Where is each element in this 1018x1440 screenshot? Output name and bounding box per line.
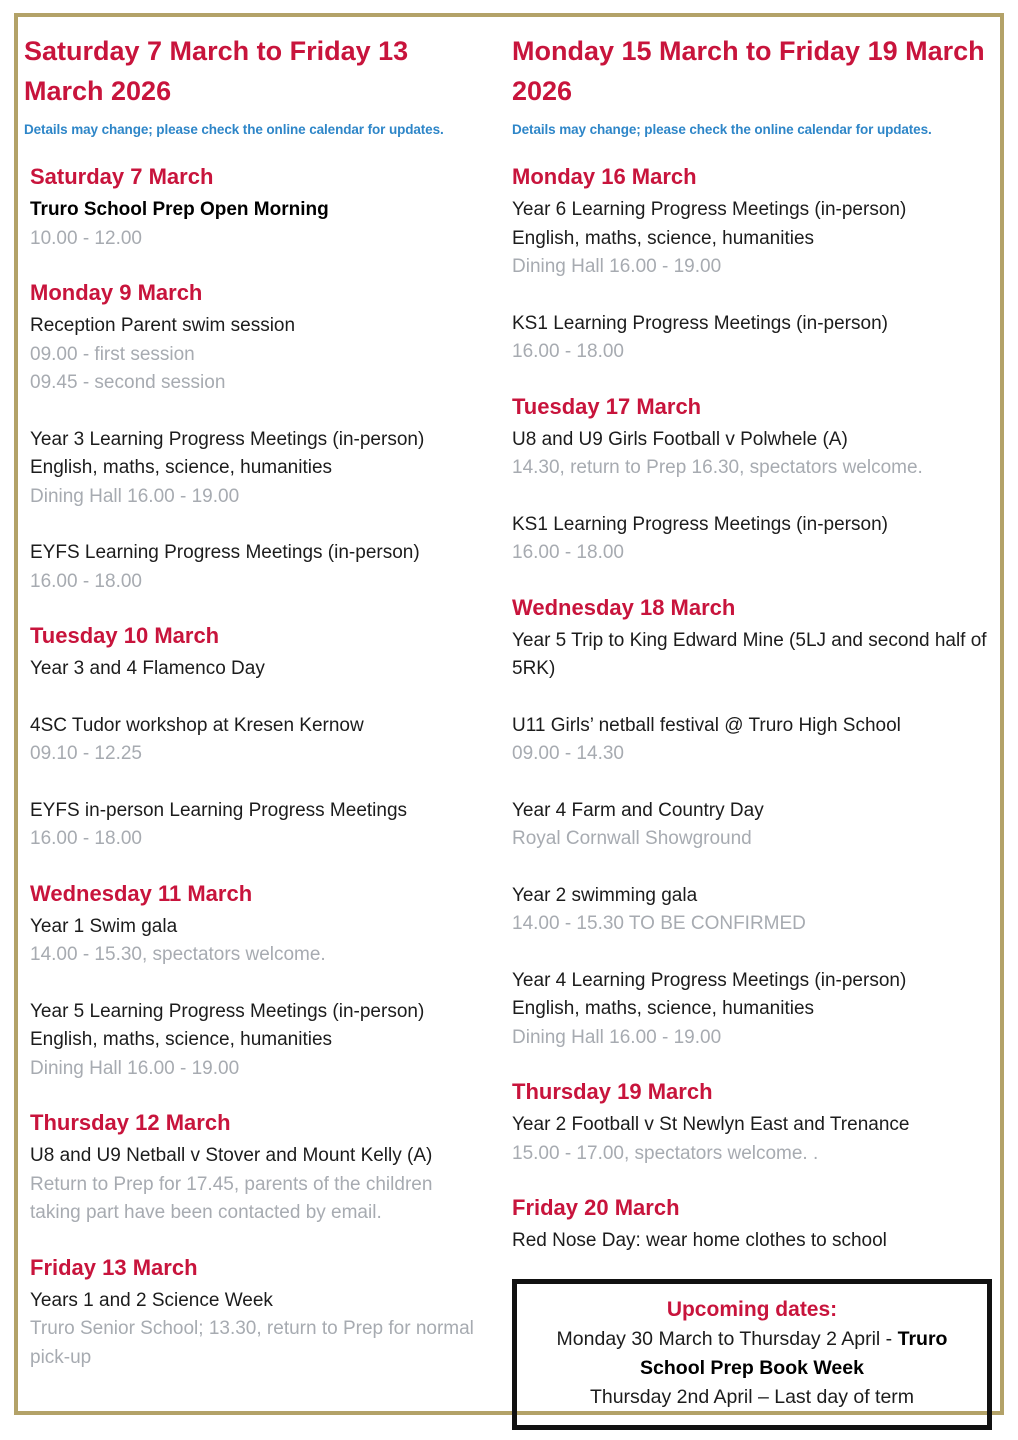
event-line: English, maths, science, humanities: [512, 227, 815, 249]
day-section: [512, 161, 992, 367]
event-line: 10.00 - 12.00: [30, 227, 142, 249]
event: [512, 1111, 992, 1168]
event-line: 09.45 - second session: [30, 372, 226, 393]
event: [512, 882, 992, 939]
day-section: [512, 592, 992, 1053]
event-line: 14.00 - 15.30 TO BE CONFIRMED: [512, 913, 806, 934]
event-line: 16.00 - 18.00: [30, 828, 142, 849]
event-line: Truro Senior School; 13.30, return to Prep for normal pick-up: [30, 1318, 474, 1368]
day-section: [512, 391, 992, 568]
event-line: 15.00 - 17.00, spectators welcome. .: [512, 1142, 819, 1164]
event-line: English, maths, science, humanities: [30, 1029, 333, 1050]
week-title: Saturday 7 March to Friday 13 March 2026: [24, 36, 409, 106]
day-heading: Saturday 7 March: [30, 164, 214, 189]
event: [512, 426, 992, 483]
event-line: English, maths, science, humanities: [512, 998, 815, 1019]
event-line: English, maths, science, humanities: [30, 457, 333, 478]
day-section: [512, 1192, 992, 1256]
event-line: 16.00 - 18.00: [512, 542, 624, 563]
event-line: KS1 Learning Progress Meetings (in-person): [512, 312, 888, 334]
event-line: Year 1 Swim gala: [30, 915, 178, 937]
day-section: [24, 620, 482, 854]
upcoming-dates-title: Upcoming dates:: [666, 1297, 838, 1321]
event: [30, 712, 482, 769]
event: [30, 426, 482, 512]
event-line: Year 5 Learning Progress Meetings (in-person): [30, 1000, 425, 1022]
event: [512, 511, 992, 568]
week-column: [24, 27, 482, 1430]
event-line: 16.00 - 18.00: [30, 570, 142, 592]
day-heading: Thursday 12 March: [30, 1110, 231, 1135]
event-line: 16.00 - 18.00: [512, 341, 624, 362]
day-section: [24, 878, 482, 1084]
event-line: U11 Girls’ netball festival @ Truro High School: [512, 714, 901, 736]
week-column: [512, 27, 992, 1430]
event-line: Year 3 Learning Progress Meetings (in-person): [30, 428, 425, 450]
day-section: [24, 161, 482, 253]
event-line: 09.10 - 12.25: [30, 743, 142, 764]
event-line: Year 3 and 4 Flamenco Day: [30, 658, 265, 679]
day-section: [24, 1107, 482, 1228]
event: [512, 712, 992, 769]
event-line: Dining Hall 16.00 - 19.00: [512, 256, 722, 277]
day-heading: Friday 13 March: [30, 1254, 198, 1280]
week-columns: [24, 27, 992, 1408]
upcoming-line-text: Monday 30 March to Thursday 2 April -: [556, 1327, 898, 1350]
upcoming-dates-box: [512, 1279, 992, 1430]
event-line: Royal Cornwall Showground: [512, 828, 752, 849]
day-heading: Wednesday 18 March: [512, 594, 736, 620]
event-line: EYFS Learning Progress Meetings (in-person): [30, 542, 420, 563]
event: [30, 312, 482, 398]
event-line: EYFS in-person Learning Progress Meetings: [30, 799, 408, 821]
event-line: Dining Hall 16.00 - 19.00: [30, 1057, 240, 1079]
event-line: 09.00 - 14.30: [512, 743, 624, 764]
day-heading: Tuesday 10 March: [30, 623, 220, 648]
event-line: Return to Prep for 17.45, parents of the children taking part have been contacted by email.: [30, 1173, 433, 1223]
event-line: 14.00 - 15.30, spectators welcome.: [30, 944, 326, 965]
day-heading: Monday 16 March: [512, 164, 697, 189]
event: [30, 539, 482, 596]
event-line: U8 and U9 Netball v Stover and Mount Kelly (A): [30, 1145, 433, 1166]
event: [30, 655, 482, 684]
event-line: Red Nose Day: wear home clothes to school: [512, 1230, 887, 1251]
event: [512, 797, 992, 854]
upcoming-line: [531, 1325, 973, 1383]
event: [30, 913, 482, 970]
day-section: [512, 1076, 992, 1168]
event-line: Truro School Prep Open Morning: [30, 199, 329, 220]
day-section: [24, 277, 482, 596]
event: [512, 196, 992, 282]
event-line: 4SC Tudor workshop at Kresen Kernow: [30, 714, 364, 736]
event-line: U8 and U9 Girls Football v Polwhele (A): [512, 428, 848, 450]
event-line: Dining Hall 16.00 - 19.00: [30, 485, 240, 507]
event: [512, 310, 992, 367]
event: [30, 1287, 482, 1373]
event-line: Year 5 Trip to King Edward Mine (5LJ and second half of 5RK): [512, 629, 987, 679]
event-line: Year 2 swimming gala: [512, 884, 698, 906]
event-line: Year 2 Football v St Newlyn East and Trenance: [512, 1114, 910, 1135]
event: [30, 998, 482, 1084]
event-line: KS1 Learning Progress Meetings (in-person): [512, 513, 888, 535]
day-heading: Thursday 19 March: [512, 1079, 713, 1104]
event: [512, 1227, 992, 1256]
week-title: Monday 15 March to Friday 19 March 2026: [512, 36, 985, 106]
event: [512, 627, 992, 684]
event-line: Year 4 Farm and Country Day: [512, 799, 764, 821]
event-line: Year 4 Learning Progress Meetings (in-person): [512, 969, 907, 991]
event-line: 09.00 - first session: [30, 343, 195, 365]
event: [30, 196, 482, 253]
day-heading: Friday 20 March: [512, 1195, 680, 1220]
event-line: Year 6 Learning Progress Meetings (in-person): [512, 199, 907, 220]
event: [30, 797, 482, 854]
newsletter-page: [14, 13, 1004, 1415]
day-heading: Wednesday 11 March: [30, 880, 253, 906]
event-line: Reception Parent swim session: [30, 315, 296, 336]
event: [512, 967, 992, 1053]
upcoming-line-bold: Truro School Prep Book Week: [640, 1327, 948, 1379]
update-note: Details may change; please check the online calendar for updates.: [512, 122, 932, 137]
day-heading: Tuesday 17 March: [512, 393, 702, 419]
event: [30, 1142, 482, 1228]
event-line: Years 1 and 2 Science Week: [30, 1289, 273, 1311]
event-line: 14.30, return to Prep 16.30, spectators welcome.: [512, 457, 923, 478]
day-heading: Monday 9 March: [30, 280, 203, 305]
update-note: Details may change; please check the online calendar for updates.: [24, 122, 444, 137]
day-section: [24, 1252, 482, 1373]
upcoming-line: Thursday 2nd April – Last day of term: [589, 1385, 915, 1408]
event-line: Dining Hall 16.00 - 19.00: [512, 1026, 722, 1048]
